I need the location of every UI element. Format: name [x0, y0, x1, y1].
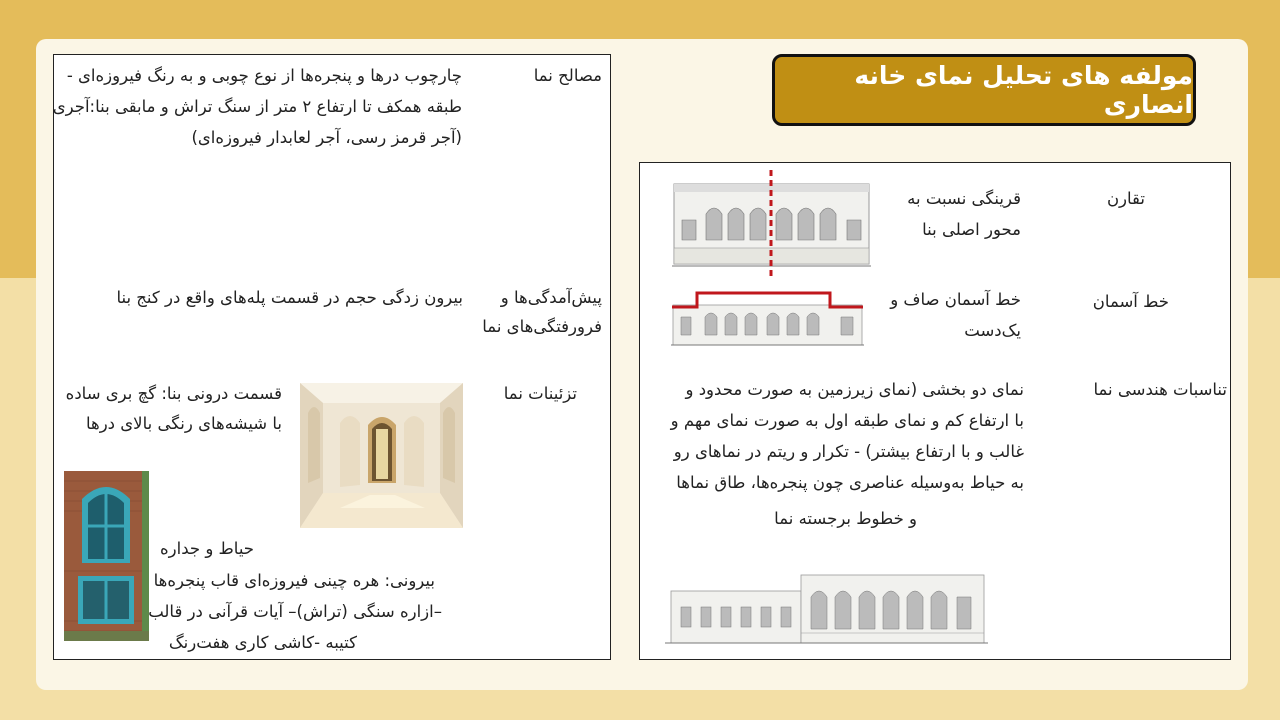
ornaments-label: تزئینات نما	[503, 384, 577, 403]
geometry-line-3: غالب و با ارتفاع بیشتر) - تکرار و ریتم در نماهای رو	[673, 442, 1024, 461]
slide-title: مولفه های تحلیل نمای خانه انصاری	[854, 61, 1193, 119]
geometry-line-1: نمای دو بخشی (نمای زیرزمین به صورت محدود و	[685, 380, 1024, 399]
skyline-label: خط آسمان	[1092, 292, 1169, 311]
symmetry-desc-line-2: محور اصلی بنا	[922, 220, 1021, 239]
symmetry-facade-drawing	[672, 170, 871, 278]
materials-label: مصالح نما	[533, 66, 602, 85]
exterior-line-1: بیرونی: هره چینی فیروزه‌ای قاب پنجره‌ها	[153, 571, 435, 590]
materials-line-3: (آجر قرمز رسی، آجر لعابدار فیروزه‌ای)	[191, 128, 462, 147]
geometry-label: تناسبات هندسی نما	[1093, 380, 1227, 399]
projections-label-line-2: فرورفتگی‌های نما	[482, 317, 602, 336]
slide-title-box	[772, 54, 1196, 126]
interior-photo	[300, 383, 463, 528]
geometry-line-5: و خطوط برجسته نما	[774, 509, 917, 528]
projections-label-line-1: پیش‌آمدگی‌ها و	[500, 288, 602, 307]
exterior-line-2: –ازاره سنگی (تراش)– آیات قرآنی در قالب	[148, 602, 442, 621]
projections-desc: بیرون زدگی حجم در قسمت پله‌های واقع در کنج بنا	[116, 288, 463, 307]
exterior-window-photo	[64, 471, 149, 641]
symmetry-desc-line-1: قرینگی نسبت به	[907, 189, 1021, 208]
materials-line-2: طبقه همکف تا ارتفاع ۲ متر از سنگ تراش و مابقی بنا:آجری	[52, 97, 462, 116]
geometry-line-4: به حیاط به‌وسیله عناصری چون پنجره‌ها، طاق نماها	[676, 473, 1024, 492]
geometry-line-2: با ارتفاع کم و نمای طبقه اول به صورت نمای مهم و	[670, 411, 1024, 430]
skyline-desc-line-2: یک‌دست	[964, 321, 1021, 340]
geometry-facade-drawing	[665, 567, 988, 655]
skyline-desc-line-1: خط آسمان صاف و	[890, 290, 1021, 309]
interior-line-2: با شیشه‌های رنگی بالای درها	[85, 414, 282, 433]
exterior-line-3: کتیبه -کاشی کاری هفت‌رنگ	[168, 633, 357, 652]
courtyard-label: حیاط و جداره	[160, 539, 254, 558]
symmetry-label: تقارن	[1106, 189, 1145, 208]
materials-line-1: چارچوب درها و پنجره‌ها از نوع چوبی و به رنگ فیروزه‌ای -	[66, 66, 462, 85]
skyline-facade-drawing	[671, 287, 864, 349]
interior-line-1: قسمت درونی بنا: گچ بری ساده	[65, 384, 282, 403]
